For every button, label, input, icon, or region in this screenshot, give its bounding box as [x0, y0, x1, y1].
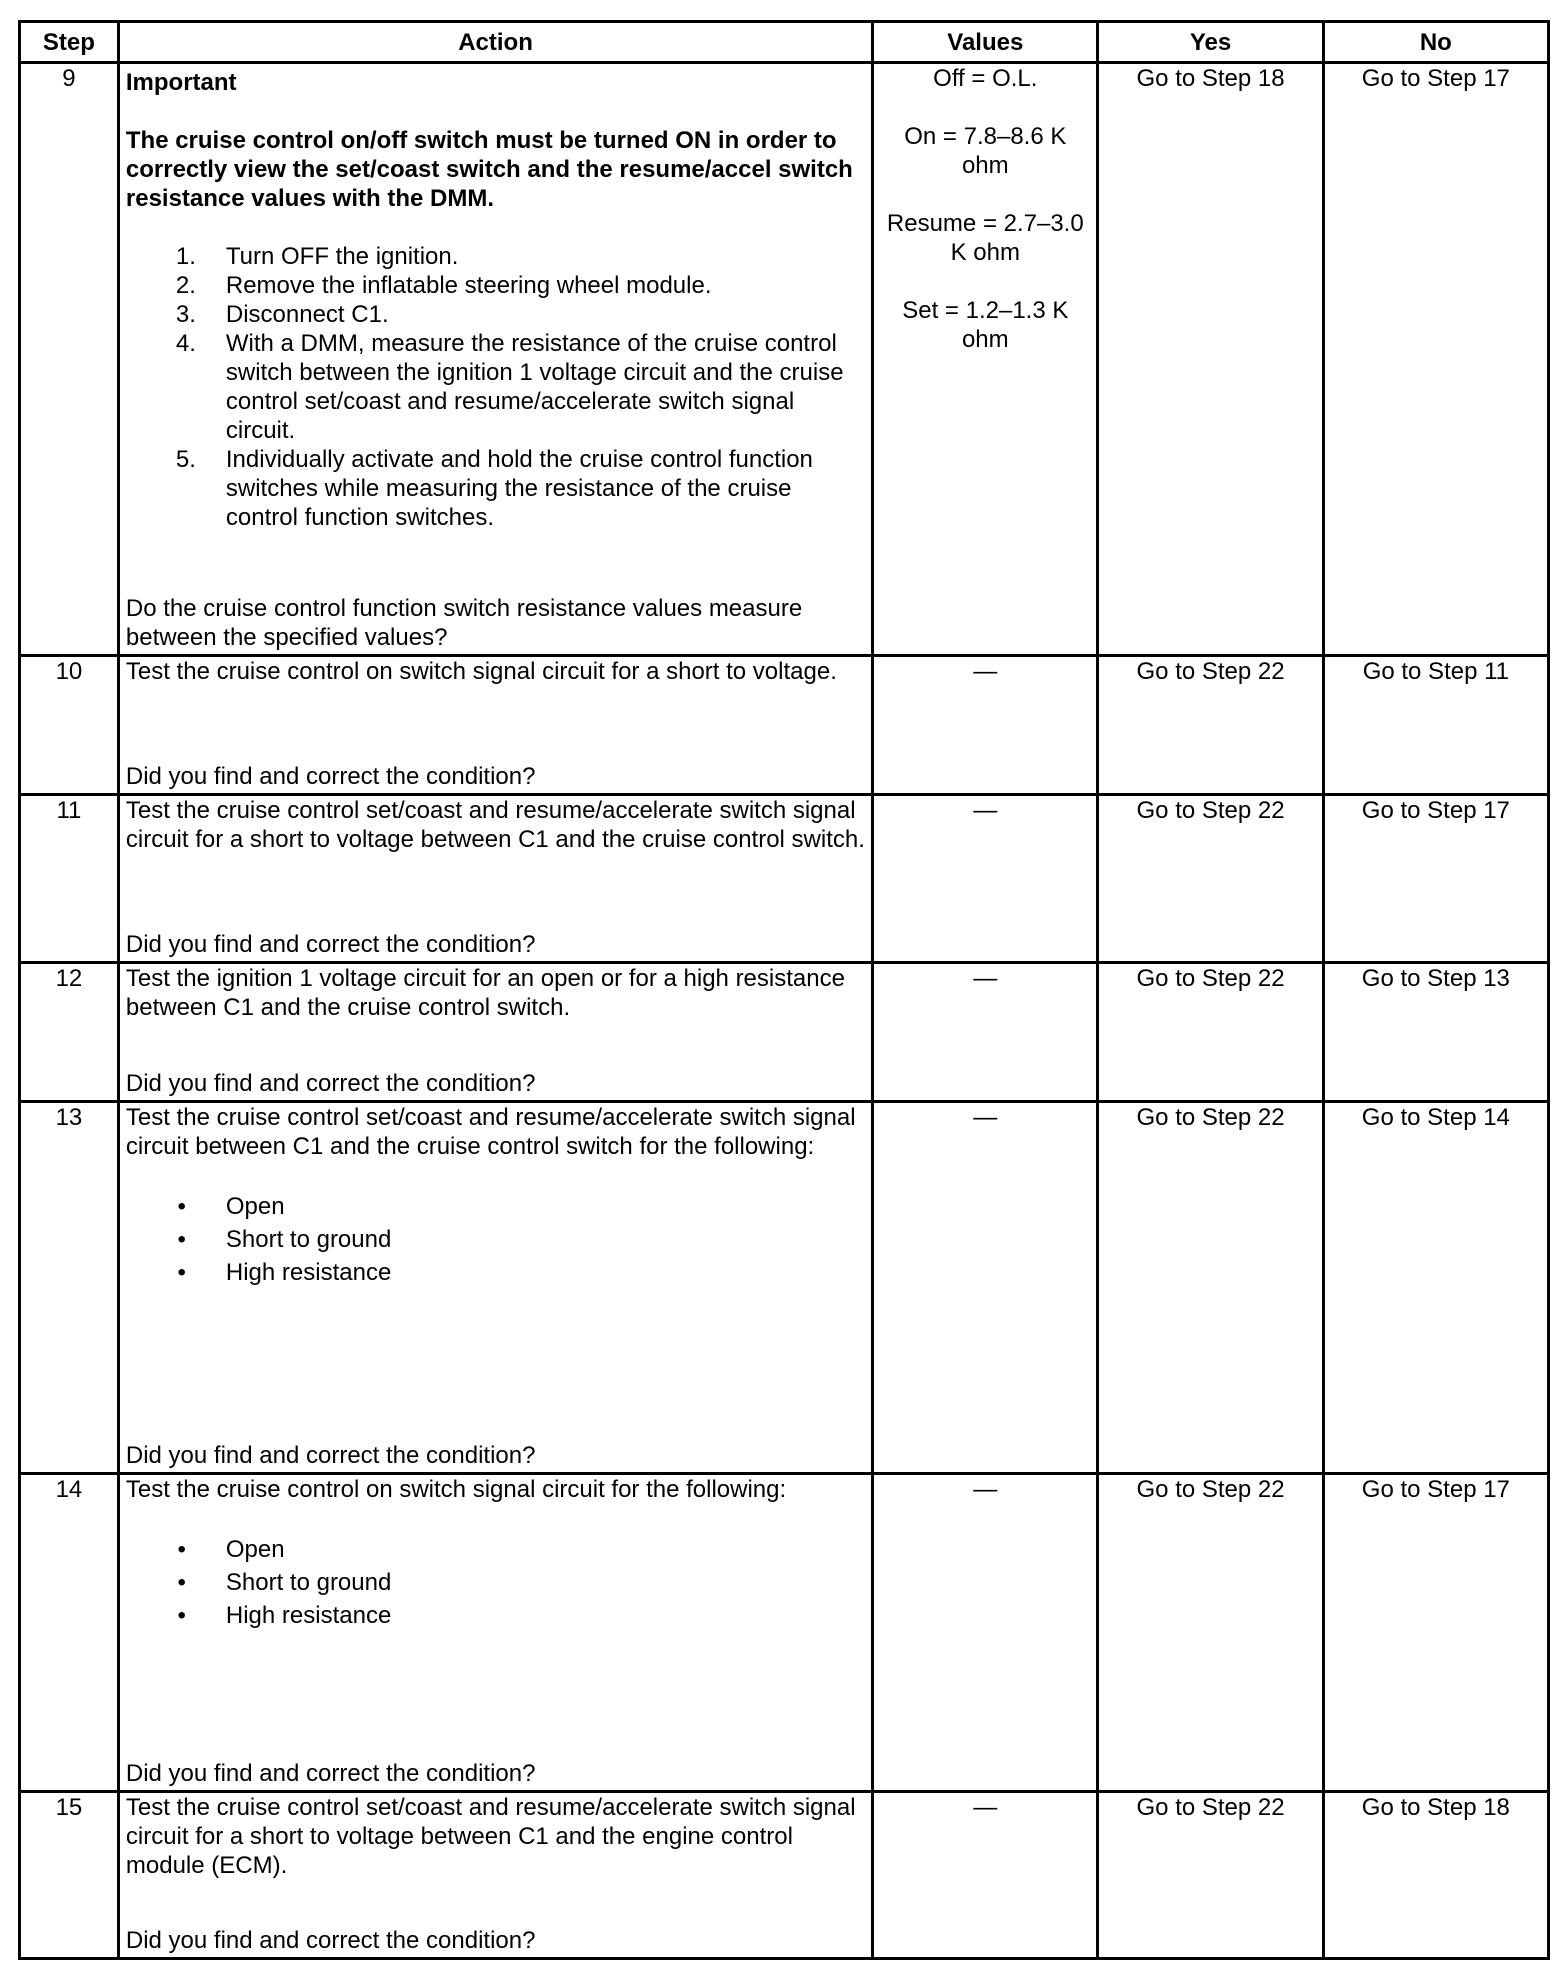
list-text: Individually activate and hold the cruise control function switches while measuring the resistance of the cruise control function switches. — [225, 446, 813, 531]
bullet-icon: • — [177, 1193, 186, 1220]
action-cell — [118, 1792, 872, 1959]
list-text: High resistance — [225, 1259, 392, 1286]
step-number: 13 — [20, 1102, 119, 1474]
table-row — [20, 63, 1549, 656]
list-item — [126, 1566, 865, 1599]
yes-cell: Go to Step 22 — [1098, 656, 1323, 795]
bullet-icon: • — [177, 1569, 186, 1596]
table-row — [20, 1102, 1549, 1474]
list-text: With a DMM, measure the resistance of the cruise control switch between the ignition 1 voltage circuit and the cruise control set/coast and resume/accelerate switch signal circuit. — [225, 330, 844, 444]
list-number: 2. — [175, 272, 196, 299]
yes-cell: Go to Step 22 — [1098, 1102, 1323, 1474]
action-text: Test the cruise control set/coast and resume/accelerate switch signal circuit for a short to voltage between C1 and the engine control module (ECM). — [125, 1794, 856, 1879]
no-cell: Go to Step 11 — [1323, 656, 1548, 795]
question-text: Did you find and correct the condition? — [125, 931, 536, 958]
header-no: No — [1323, 22, 1548, 63]
question-text: Did you find and correct the condition? — [125, 1442, 536, 1469]
procedure-list — [126, 242, 865, 532]
step-number: 14 — [20, 1474, 119, 1792]
action-cell — [118, 1102, 872, 1474]
question-text: Did you find and correct the condition? — [125, 1070, 536, 1097]
header-step: Step — [20, 22, 119, 63]
list-text: Open — [225, 1193, 285, 1220]
header-values: Values — [873, 22, 1098, 63]
list-item — [126, 300, 865, 329]
list-item — [126, 1256, 865, 1289]
yes-cell: Go to Step 22 — [1098, 1792, 1323, 1959]
question-text: Do the cruise control function switch resistance values measure between the specified values? — [125, 595, 803, 651]
value-off: Off = O.L. — [933, 65, 1038, 92]
values-cell: — — [873, 963, 1098, 1102]
values-cell: — — [873, 1792, 1098, 1959]
bullet-icon: • — [177, 1226, 186, 1253]
list-text: Remove the inflatable steering wheel module. — [225, 272, 712, 299]
step-number: 9 — [20, 63, 119, 656]
question-text: Did you find and correct the condition? — [125, 1760, 536, 1787]
action-cell — [118, 963, 872, 1102]
header-action: Action — [118, 22, 872, 63]
list-number: 1. — [175, 243, 196, 270]
table-row — [20, 795, 1549, 963]
yes-cell: Go to Step 22 — [1098, 963, 1323, 1102]
diagnostic-table — [18, 20, 1550, 1960]
step-number: 11 — [20, 795, 119, 963]
step-number: 10 — [20, 656, 119, 795]
action-text: Test the ignition 1 voltage circuit for an open or for a high resistance between C1 and the cruise control switch. — [125, 965, 845, 1021]
action-cell — [118, 1474, 872, 1792]
value-set: Set = 1.2–1.3 K ohm — [902, 297, 1069, 353]
bullet-list — [126, 1190, 865, 1289]
list-item — [126, 1599, 865, 1632]
list-text: Short to ground — [225, 1569, 392, 1596]
list-text: Turn OFF the ignition. — [225, 243, 459, 270]
yes-cell: Go to Step 22 — [1098, 795, 1323, 963]
action-text: Test the cruise control set/coast and resume/accelerate switch signal circuit between C1 and the cruise control switch for the following: — [125, 1104, 856, 1160]
values-cell: — — [873, 795, 1098, 963]
question-text: Did you find and correct the condition? — [125, 763, 536, 790]
action-cell — [118, 656, 872, 795]
value-resume: Resume = 2.7–3.0 K ohm — [886, 210, 1084, 266]
list-number: 3. — [175, 301, 196, 328]
question-text: Did you find and correct the condition? — [125, 1927, 536, 1954]
bullet-icon: • — [177, 1259, 186, 1286]
list-text: Disconnect C1. — [225, 301, 389, 328]
action-text: Test the cruise control on switch signal circuit for a short to voltage. — [125, 658, 837, 685]
bullet-list — [126, 1533, 865, 1632]
list-item — [126, 1190, 865, 1223]
no-cell: Go to Step 14 — [1323, 1102, 1548, 1474]
values-cell: — — [873, 656, 1098, 795]
bullet-icon: • — [177, 1536, 186, 1563]
action-cell — [118, 63, 872, 656]
list-item — [126, 445, 865, 532]
no-cell: Go to Step 17 — [1323, 795, 1548, 963]
values-cell: — — [873, 1474, 1098, 1792]
no-cell: Go to Step 17 — [1323, 1474, 1548, 1792]
table-row — [20, 656, 1549, 795]
action-text: Test the cruise control set/coast and resume/accelerate switch signal circuit for a short to voltage between C1 and the cruise control switch. — [125, 797, 865, 853]
important-note: The cruise control on/off switch must be turned ON in order to correctly view the set/coast switch and the resume/accel switch resistance values with the DMM. — [125, 127, 853, 212]
value-on: On = 7.8–8.6 K ohm — [904, 123, 1067, 179]
list-item — [126, 242, 865, 271]
list-number: 4. — [175, 330, 196, 357]
list-text: Open — [225, 1536, 285, 1563]
yes-cell: Go to Step 18 — [1098, 63, 1323, 656]
no-cell: Go to Step 18 — [1323, 1792, 1548, 1959]
bullet-icon: • — [177, 1602, 186, 1629]
list-item — [126, 329, 865, 445]
header-yes: Yes — [1098, 22, 1323, 63]
step-number: 15 — [20, 1792, 119, 1959]
values-cell: — — [873, 1102, 1098, 1474]
action-cell — [118, 795, 872, 963]
list-number: 5. — [175, 446, 196, 473]
important-label: Important — [125, 69, 237, 96]
values-cell — [873, 63, 1098, 656]
list-item — [126, 1223, 865, 1256]
no-cell: Go to Step 17 — [1323, 63, 1548, 656]
header-row — [20, 22, 1549, 63]
no-cell: Go to Step 13 — [1323, 963, 1548, 1102]
table-row — [20, 963, 1549, 1102]
yes-cell: Go to Step 22 — [1098, 1474, 1323, 1792]
step-number: 12 — [20, 963, 119, 1102]
list-text: High resistance — [225, 1602, 392, 1629]
action-text: Test the cruise control on switch signal circuit for the following: — [125, 1476, 787, 1503]
list-text: Short to ground — [225, 1226, 392, 1253]
list-item — [126, 1533, 865, 1566]
list-item — [126, 271, 865, 300]
table-row — [20, 1474, 1549, 1792]
table-row — [20, 1792, 1549, 1959]
